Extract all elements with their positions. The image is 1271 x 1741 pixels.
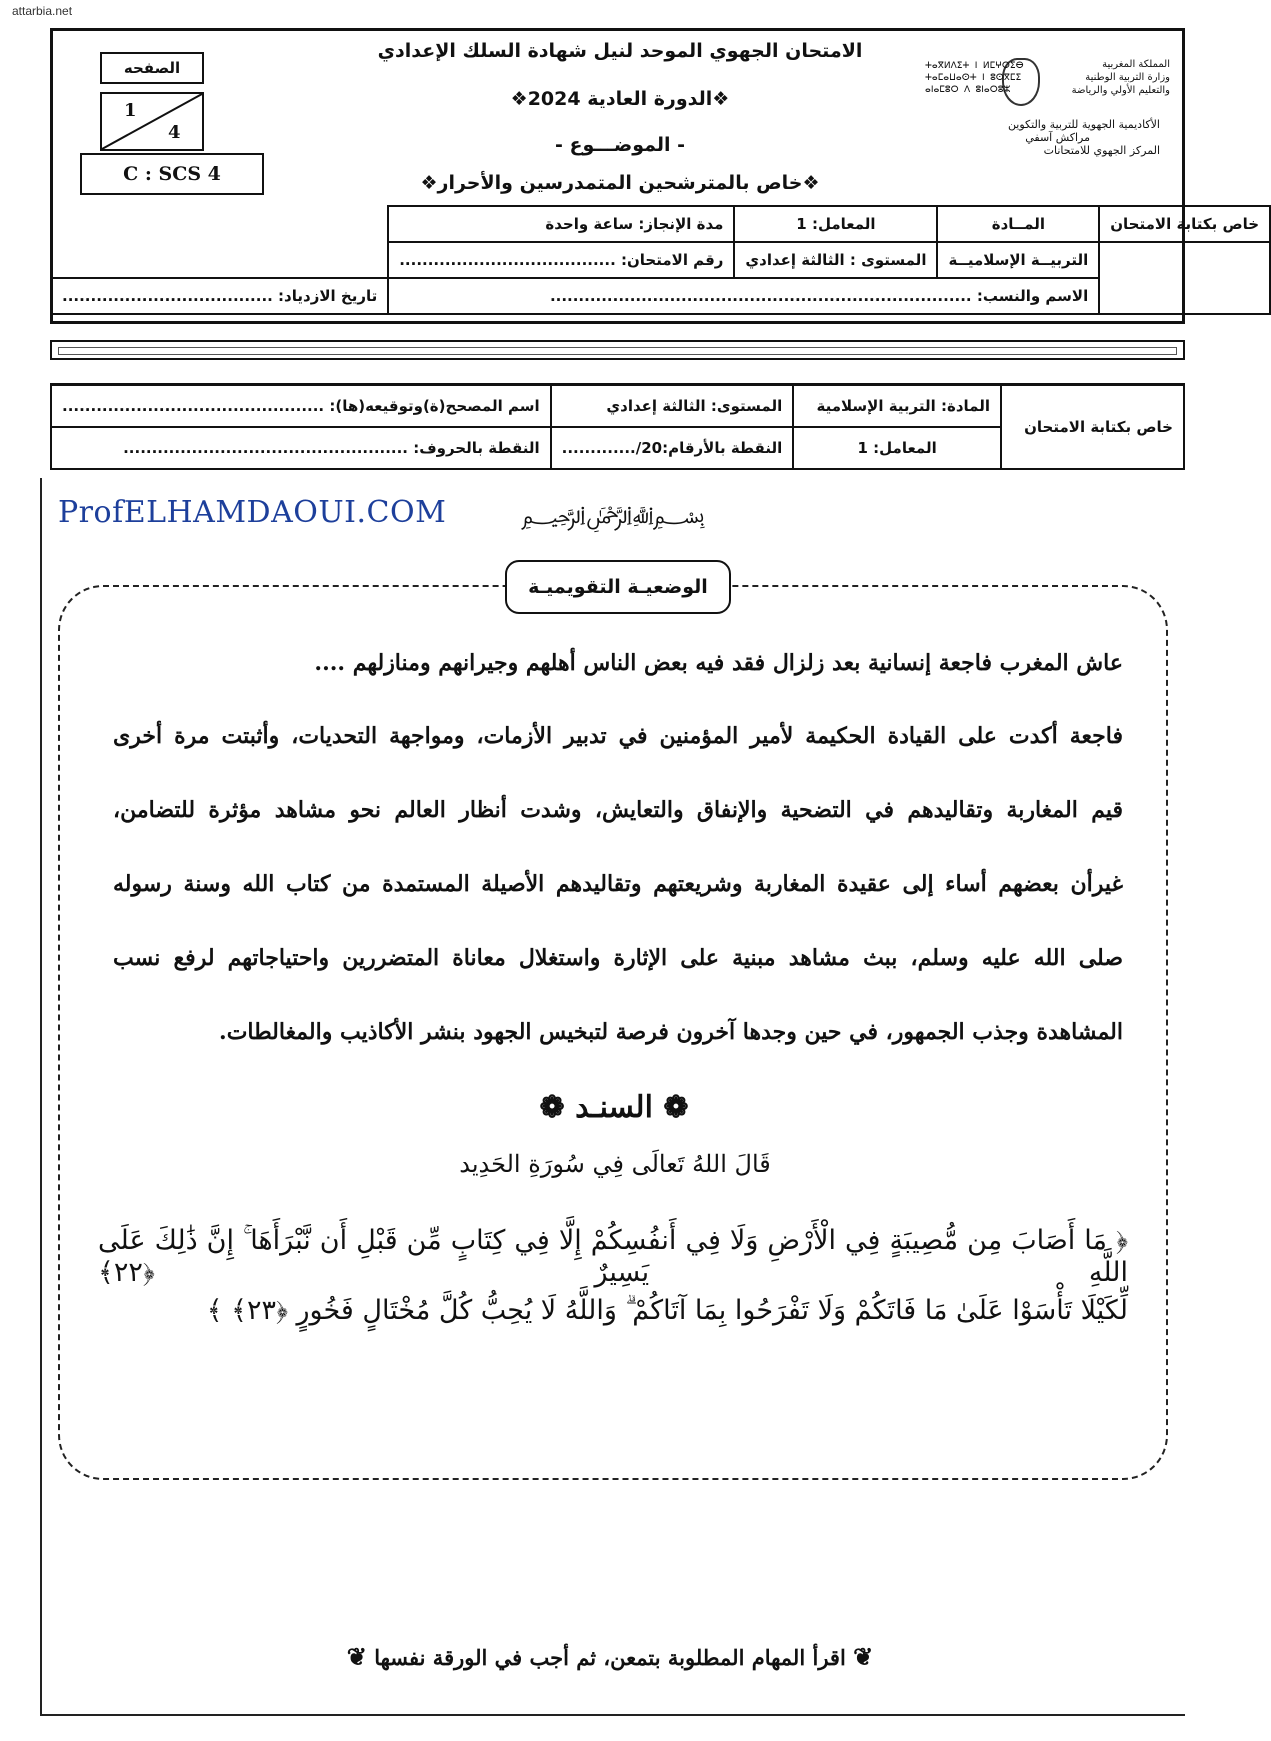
tif-line: ⵜⴰⵎⴰⵡⴰⵙⵜ ⵏ ⵓⵙⴳⵎⵉ bbox=[925, 73, 1022, 83]
situation-line: عاش المغرب فاجعة إنسانية بعد زلزال فقد فيه بعض الناس أهلهم وجيرانهم ومنازلهم .... bbox=[314, 650, 1123, 676]
level-cell: المستوى : الثالثة إعدادي bbox=[734, 242, 937, 278]
sanad-title: ❁ السنـد ❁ bbox=[539, 1090, 689, 1125]
candidates-line: ❖خاص بالمترشحين المتمدرسين والأحرار❖ bbox=[420, 172, 820, 194]
exam-office-blank bbox=[1099, 242, 1270, 314]
basmala: ﷽ bbox=[520, 501, 706, 529]
exam-office-cell-2: خاص بكتابة الامتحان bbox=[1001, 385, 1184, 470]
corrector-field[interactable]: اسم المصحح(ة)وتوقيعه(ها): .............................................. bbox=[51, 385, 551, 428]
tif-line: ⴰⵏⴰⵎⵓⵔ ⴷ ⵓⵏⴰⵔⵓⵣ bbox=[925, 85, 1011, 95]
logo-line: المملكة المغربية bbox=[1102, 59, 1170, 70]
score-letters-field[interactable]: النقطة بالحروف: .................................................. bbox=[51, 427, 551, 469]
tifinagh-text bbox=[925, 60, 1024, 96]
section-title: الوضعيـة التقويميـة bbox=[505, 560, 731, 614]
logo-line: وزارة التربية الوطنية bbox=[1085, 72, 1170, 83]
page-left-rule bbox=[40, 478, 42, 1716]
leaf-icon: ❦ bbox=[853, 1642, 874, 1671]
verse-line: لِّكَيْلَا تَأْسَوْا عَلَىٰ مَا فَاتَكُمْ وَلَا تَفْرَحُوا بِمَا آتَاكُمْ ۗ وَاللَّهُ لَا يُحِبُّ كُلَّ مُخْتَالٍ فَخُورٍ ﴿٢٣﴾ ﴾ bbox=[206, 1295, 1128, 1326]
page-current: 1 bbox=[124, 100, 137, 121]
subject-cell: التربيــة الإسلاميــة bbox=[937, 242, 1099, 278]
subject-head-cell: المــادة bbox=[937, 206, 1099, 242]
logo-line: مراكش آسفي bbox=[1025, 131, 1090, 144]
site-watermark: attarbia.net bbox=[12, 4, 73, 18]
logo-line: والتعليم الأولي والرياضة bbox=[1071, 85, 1170, 96]
exam-number-field[interactable]: رقم الامتحان: ...................................... bbox=[388, 242, 734, 278]
situation-line: فاجعة أكدت على القيادة الحكيمة لأمير المؤمنين في تدبير الأزمات، ومواجهة التحديات، وأثبتت مرة أخرى bbox=[113, 723, 1123, 749]
brand-watermark: ProfELHAMDAOUI.COM bbox=[58, 495, 447, 530]
subject-cell-2: المادة: التربية الإسلامية bbox=[793, 385, 1001, 428]
ministry-logo bbox=[1040, 58, 1170, 97]
exam-code: C : SCS 4 bbox=[80, 153, 264, 195]
page-label: الصفحه bbox=[100, 52, 204, 84]
name-field[interactable]: الاسم والنسب: .......................................................................... bbox=[388, 278, 1099, 314]
coef-cell: المعامل: 1 bbox=[734, 206, 937, 242]
candidate-info-table bbox=[50, 205, 1271, 315]
instruction-text: اقرأ المهام المطلوبة بتمعن، ثم أجب في الورقة نفسها bbox=[374, 1645, 846, 1670]
duration-cell: مدة الإنجاز: ساعة واحدة bbox=[388, 206, 734, 242]
page-total: 4 bbox=[168, 122, 181, 143]
situation-line: غيرأن بعضهم أساء إلى عقيدة المغاربة وشريعتهم وتقاليدهم الأصيلة المستمدة من كتاب الله وسنة رسوله bbox=[113, 871, 1123, 897]
situation-line: المشاهدة وجذب الجمهور، في حين وجدها آخرون فرصة لتبخيس الجهود بنشر الأكاذيب والمغالطات. bbox=[219, 1019, 1123, 1045]
academy-lines bbox=[930, 118, 1160, 157]
situation-line: قيم المغاربة وتقاليدهم في التضحية والإنفاق والتعايش، وشدت أنظار العالم نحو مشاهد مؤثرة للتضامن، bbox=[113, 797, 1123, 823]
instruction-line bbox=[300, 1642, 920, 1671]
birth-date-field[interactable]: تاريخ الازدياد: ..................................... bbox=[51, 278, 388, 314]
exam-office-cell: خاص بكتابة الامتحان bbox=[1099, 206, 1270, 242]
verse-line: ﴿ مَا أَصَابَ مِن مُّصِيبَةٍ فِي الْأَرْضِ وَلَا فِي أَنفُسِكُمْ إِلَّا فِي كِتَابٍ مِّن قَبْلِ أَن نَّبْرَأَهَا ۚ إِنَّ ذَٰلِكَ عَلَى اللَّهِ يَسِيرٌ ﴿٢٢﴾ bbox=[98, 1225, 1128, 1288]
page-divider-icon bbox=[102, 94, 202, 149]
exam-title: الامتحان الجهوي الموحد لنيل شهادة السلك الإعدادي bbox=[377, 40, 863, 62]
page-bottom-rule bbox=[40, 1714, 1185, 1716]
grading-table bbox=[50, 383, 1185, 470]
exam-session: ❖الدورة العادية 2024❖ bbox=[510, 88, 730, 110]
page-number-box bbox=[100, 92, 204, 151]
coef-cell-2: المعامل: 1 bbox=[793, 427, 1001, 469]
leaf-icon: ❦ bbox=[346, 1642, 367, 1671]
subject-label: - الموضـــوع - bbox=[554, 134, 686, 156]
logo-line: الأكاديمية الجهوية للتربية والتكوين bbox=[1007, 118, 1160, 131]
separator-band bbox=[50, 340, 1185, 360]
level-cell-2: المستوى: الثالثة إعدادي bbox=[551, 385, 794, 428]
logo-line: المركز الجهوي للامتحانات bbox=[1043, 144, 1160, 157]
situation-line: صلى الله عليه وسلم، ببث مشاهد مبنية على الإثارة واستغلال معاناة المتضررين واحتياجاتهم لرفع نسب bbox=[113, 945, 1123, 971]
tif-line: ⵜⴰⴳⵍⴷⵉⵜ ⵏ ⵍⵎⵖⵔⵉⴱ bbox=[925, 61, 1024, 71]
score-digits-field[interactable]: النقطة بالأرقام:20/............. bbox=[551, 427, 794, 469]
sura-line: قَالَ اللهُ تَعالَى فِي سُورَةِ الحَدِيد bbox=[459, 1150, 771, 1178]
